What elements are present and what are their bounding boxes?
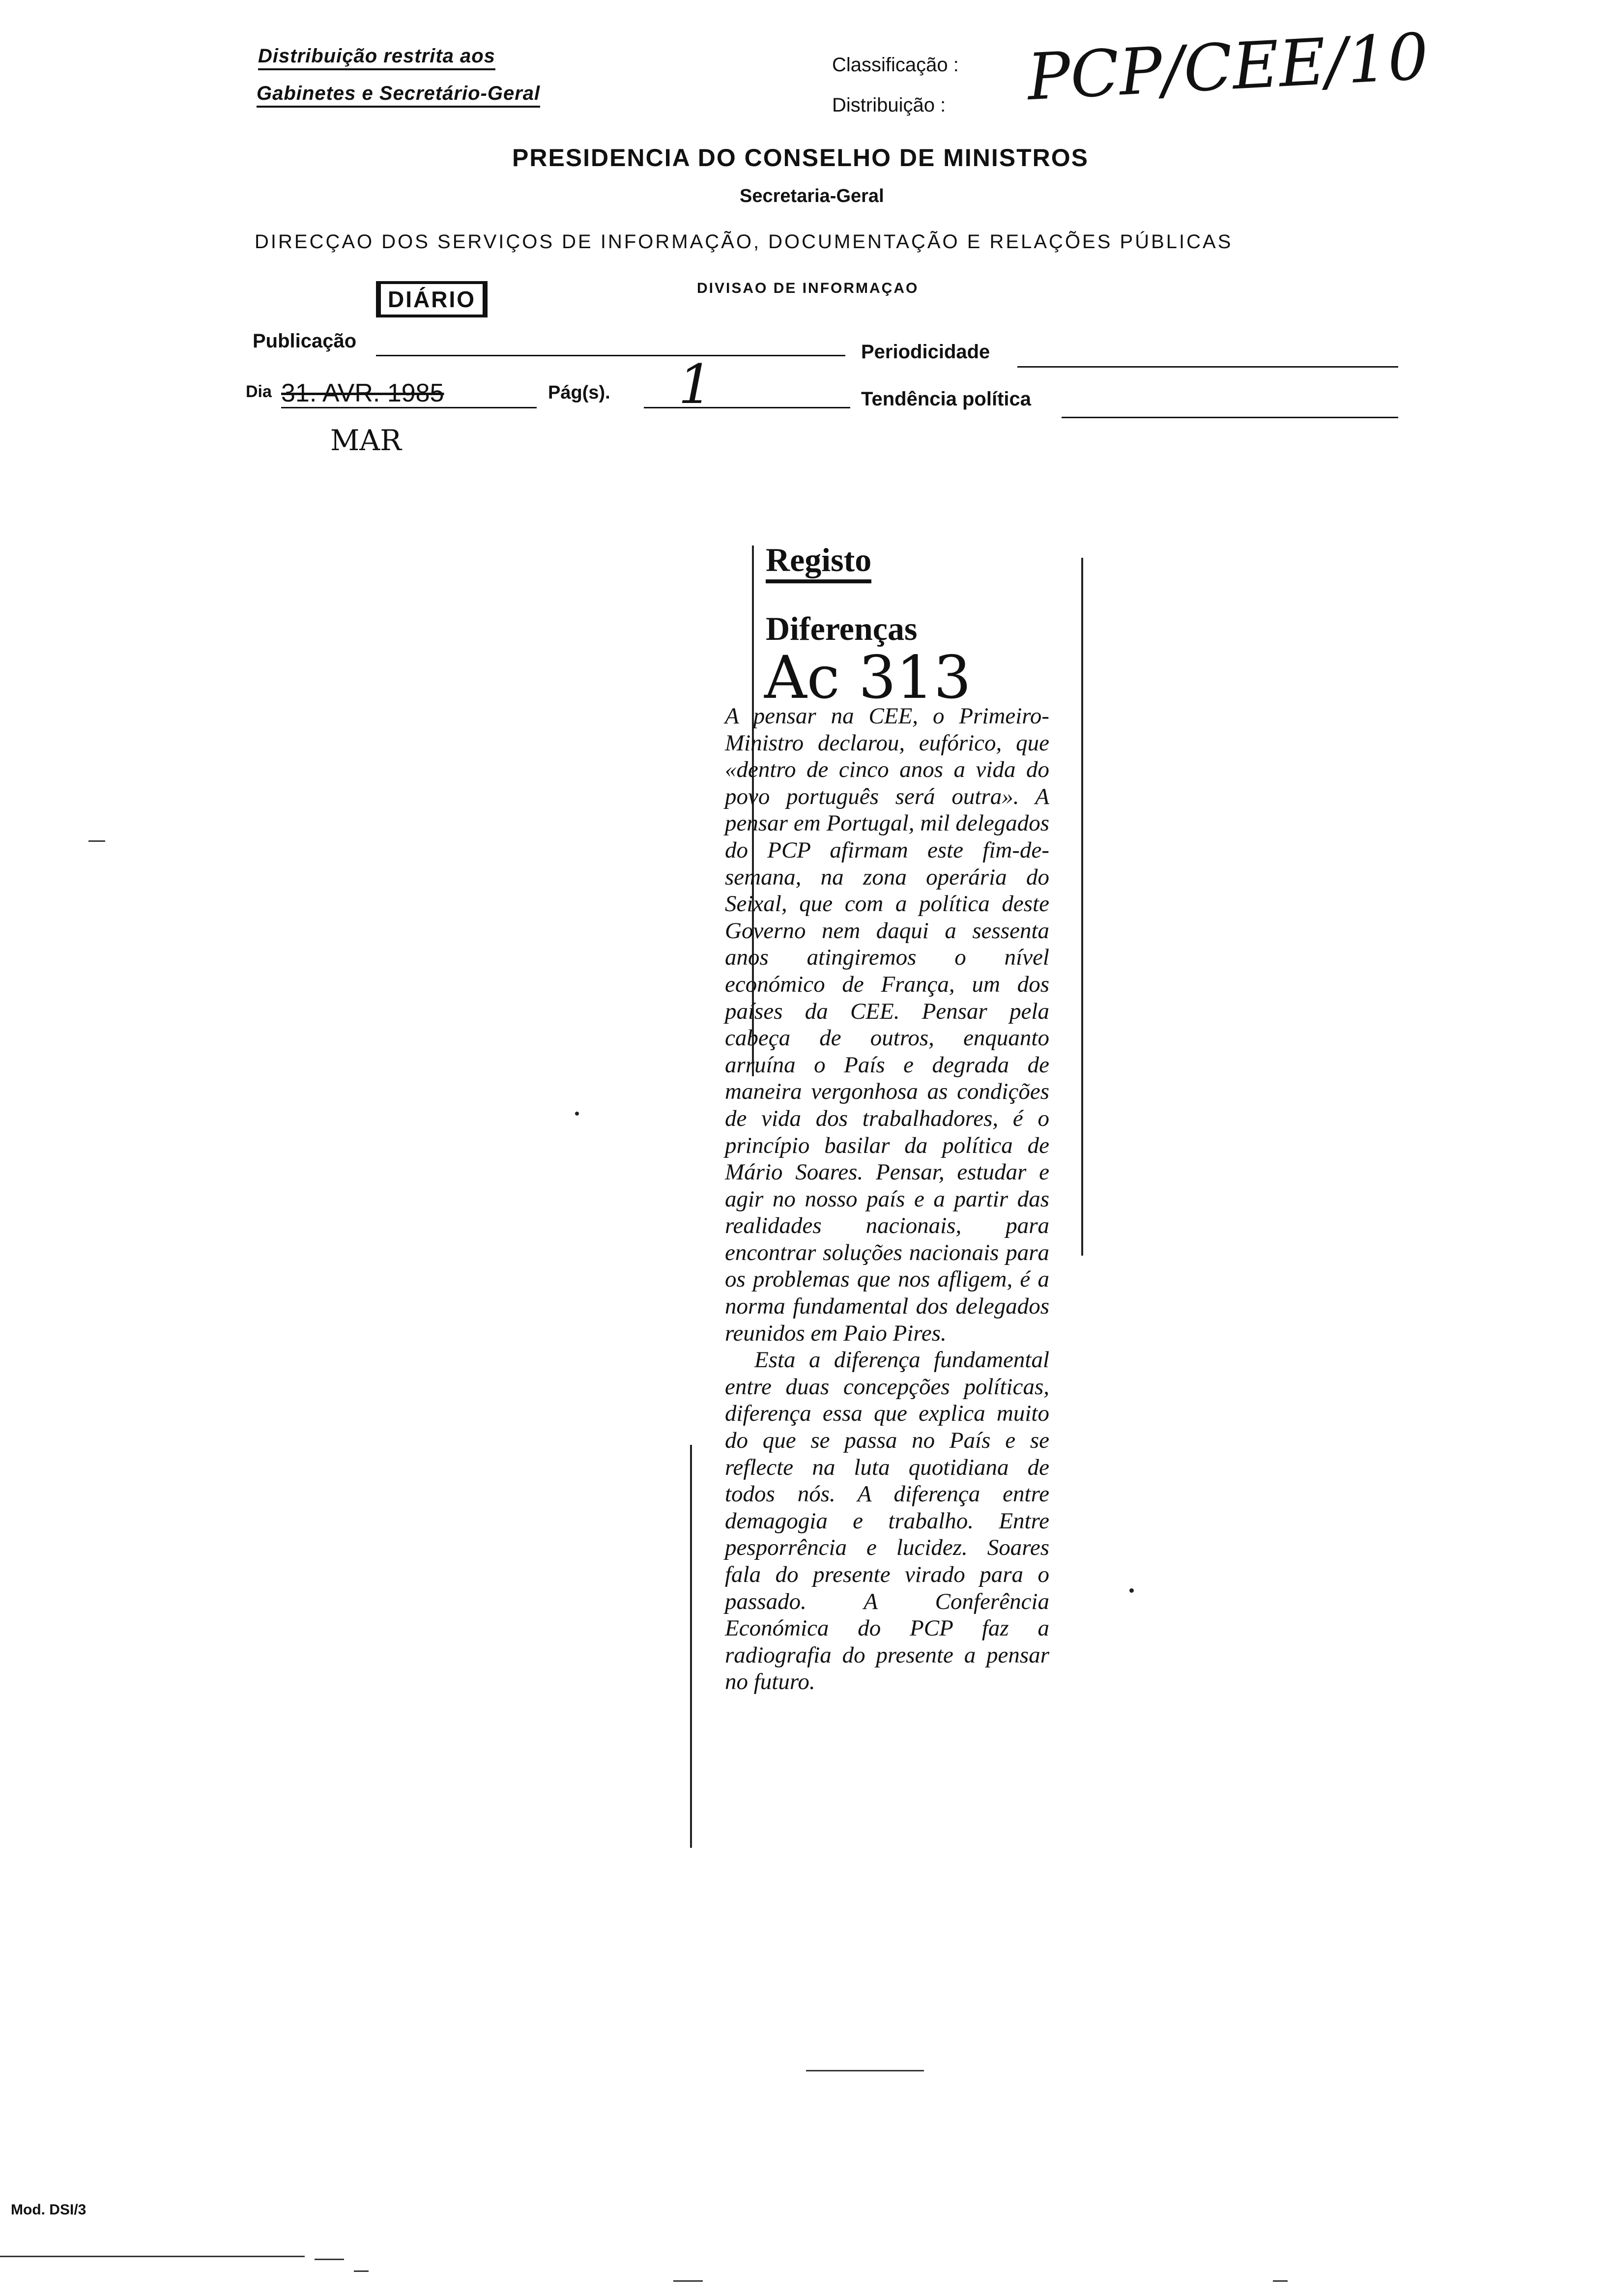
scan-speck [575, 1112, 579, 1116]
tendencia-label: Tendência política [861, 388, 1031, 410]
document-title: PRESIDENCIA DO CONSELHO DE MINISTROS [512, 144, 1089, 172]
pag-value-handwritten: 1 [678, 353, 713, 416]
clipping-heading-registo-text: Registo [766, 541, 871, 583]
bottom-scan-line [354, 2270, 369, 2272]
periodicidade-label: Periodicidade [861, 341, 990, 363]
divisao-line: DIVISAO DE INFORMAÇAO [697, 280, 919, 296]
pag-label: Pág(s). [548, 382, 610, 403]
dia-label: Dia [246, 382, 272, 401]
bottom-scan-line [0, 2256, 305, 2257]
clipping-paragraph-1: A pensar na CEE, o Primeiro-Ministro declarou, eufórico, que «dentro de cinco anos a vida do povo português será outra». A pensar em Portugal, mil delegados do PCP afirmam este fim-de-semana, na zona operária do Seixal, que com a política deste Governo nem daqui a sessenta anos atingiremos o nível económico de França, um dos países da CEE. Pensar pela cabeça de outros, enquanto arruína o País e degrada de maneira vergonhosa as condições de vida dos trabalhadores, é o princípio basilar da política de Mário Soares. Pensar, estudar e agir no nosso país e a partir das realidades nacionais, para encontrar soluções nacionais para os problemas que nos afligem, é a norma fundamental dos delegados reunidos em Paio Pires. [725, 703, 1049, 1346]
form-model-number: Mod. DSI/3 [11, 2202, 86, 2218]
clipping-handwritten-reference: Ac 313 [764, 644, 972, 712]
scan-speck [1129, 1588, 1134, 1593]
handwritten-classification-code: PCP/CEE/10 [1025, 19, 1431, 115]
periodicidade-field-line [1017, 366, 1398, 368]
dia-handwritten-correction: MAR [330, 424, 402, 457]
bottom-scan-line [1273, 2280, 1288, 2282]
clipping-right-rule [1081, 558, 1083, 1256]
distribution-restriction-line-1: Distribuição restrita aos [258, 45, 495, 70]
scan-mark [806, 2070, 924, 2071]
bottom-scan-line [315, 2259, 344, 2260]
document-subtitle: Secretaria-Geral [740, 186, 884, 206]
clipping-lower-left-rule [690, 1445, 692, 1848]
dia-field-line [281, 407, 537, 408]
dia-value-struck: 31. AVR. 1985 [281, 379, 444, 407]
classificacao-label: Classificação : [832, 54, 959, 76]
clipping-heading-diferencas: Diferenças [766, 610, 918, 647]
newspaper-clipping [678, 526, 1111, 2039]
clipping-body [725, 703, 1049, 1695]
publication-stamp: DIÁRIO [376, 281, 488, 317]
direccao-line: DIRECÇAO DOS SERVIÇOS DE INFORMAÇÃO, DOCUMENTAÇÃO E RELAÇÕES PÚBLICAS [255, 231, 1233, 253]
scan-mark [88, 840, 105, 842]
bottom-scan-line [673, 2280, 703, 2282]
pag-field-line [644, 407, 850, 408]
publicacao-field-line [376, 355, 845, 356]
distribuicao-label: Distribuição : [832, 94, 946, 116]
tendencia-field-line [1062, 417, 1398, 418]
clipping-paragraph-2: Esta a diferença fundamental entre duas concepções políticas, diferença essa que explica muito do que se passa no País e se reflecte na luta quotidiana de todos nós. A diferença entre demagogia e trabalho. Entre pesporrência e lucidez. Soares fala do presente virado para o passado. A Conferência Económica do PCP faz a radiografia do presente a pensar no futuro. [725, 1347, 1049, 1695]
distribution-restriction-line-2: Gabinetes e Secretário-Geral [257, 83, 540, 108]
publicacao-label: Publicação [253, 330, 357, 352]
clipping-heading-registo [766, 541, 871, 583]
